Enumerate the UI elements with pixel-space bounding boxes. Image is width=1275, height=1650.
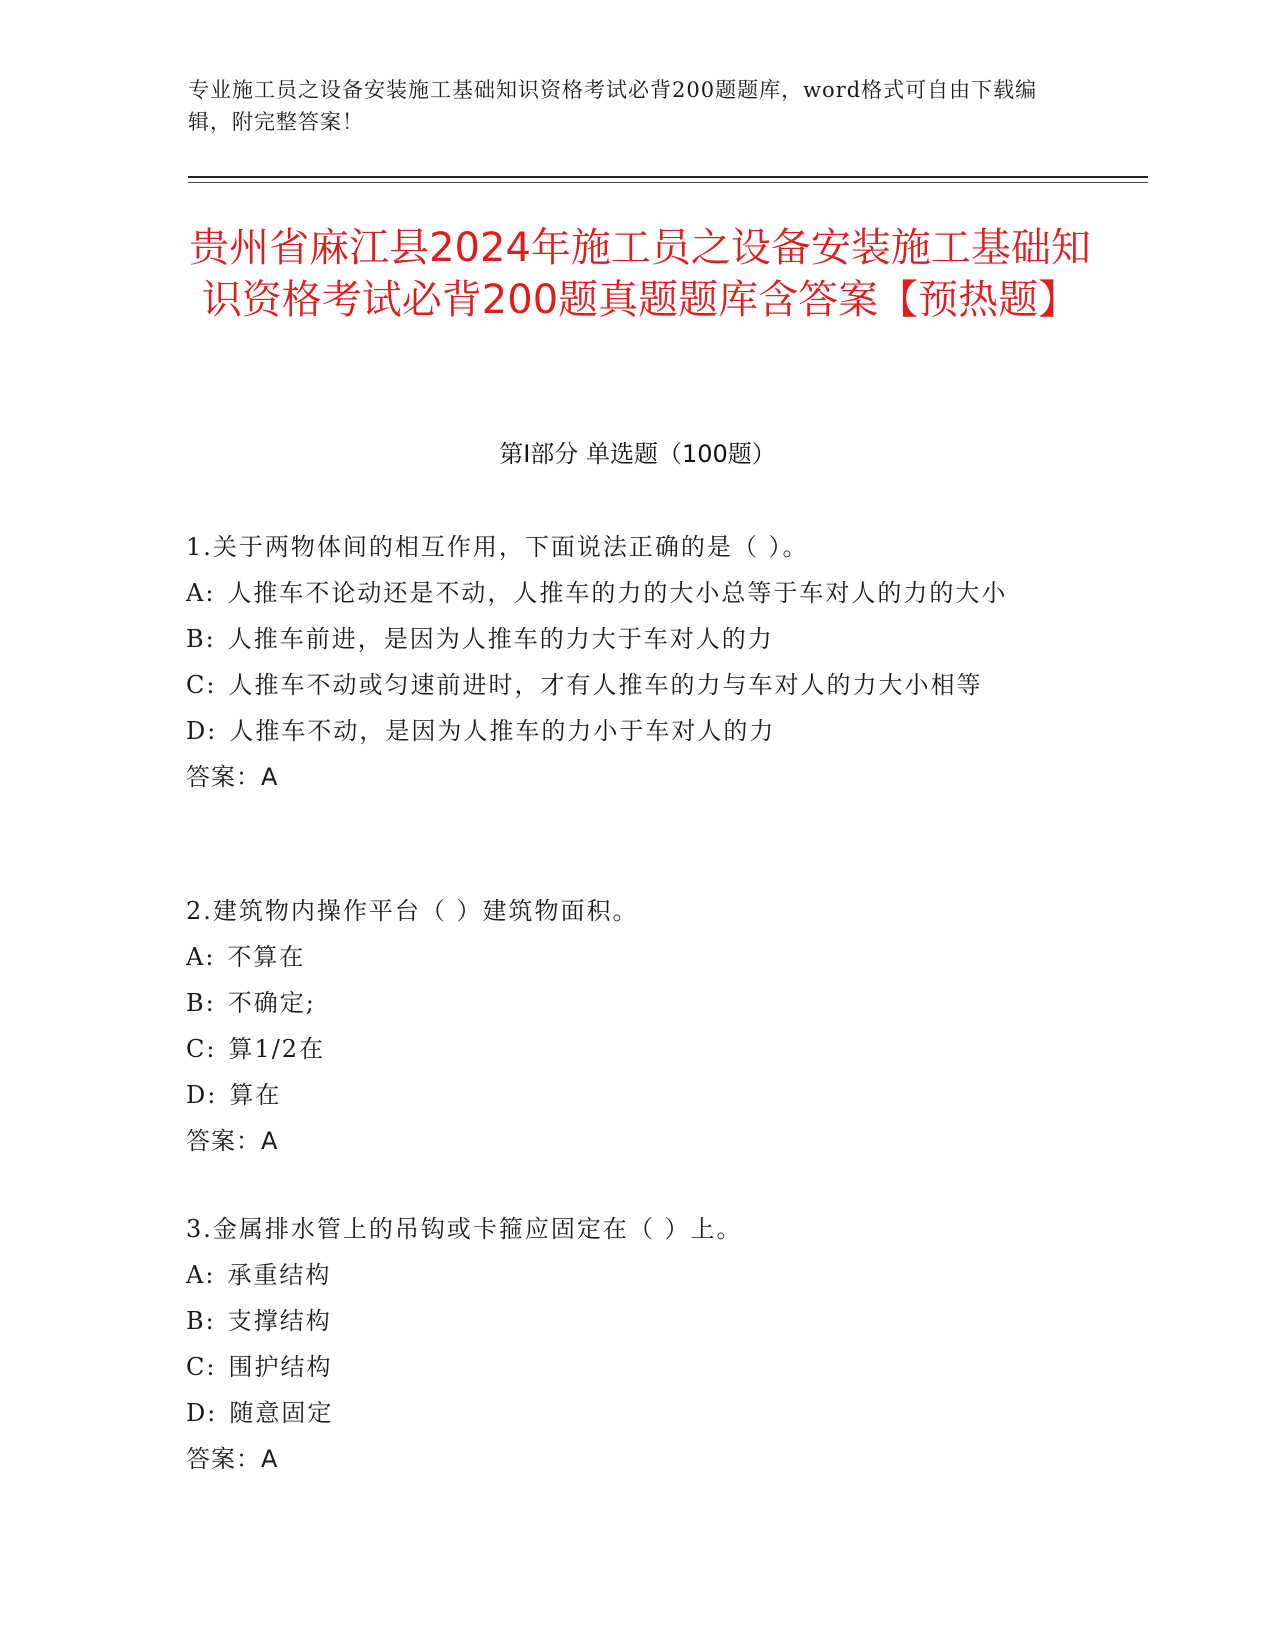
option-a bbox=[186, 934, 1086, 980]
question-stem: 3.金属排水管上的吊钩或卡箍应固定在（ ）上。 bbox=[186, 1215, 743, 1243]
answer: 答案：A bbox=[186, 1127, 279, 1155]
option-text: 不算在 bbox=[227, 943, 306, 971]
option-c bbox=[186, 1344, 1086, 1390]
option-text: 算1/2在 bbox=[228, 1035, 326, 1063]
section-heading: 第Ⅰ部分 单选题（100题） bbox=[499, 440, 776, 468]
option-text: 支撑结构 bbox=[227, 1307, 332, 1335]
header-note: 专业施工员之设备安装施工基础知识资格考试必背200题题库，word格式可自由下载编辑，附完整答案！ bbox=[188, 78, 1038, 134]
header-divider-thick bbox=[188, 176, 1148, 178]
document-title: 贵州省麻江县2024年施工员之设备安装施工基础知识资格考试必背200题真题题库含答案【预热题】 bbox=[189, 225, 1091, 323]
option-key: D: bbox=[186, 717, 218, 745]
option-text: 承重结构 bbox=[227, 1261, 332, 1289]
option-key: C: bbox=[186, 1353, 217, 1381]
option-a bbox=[186, 570, 1086, 616]
option-d bbox=[186, 1390, 1086, 1436]
option-text: 人推车前进，是因为人推车的力大于车对人的力 bbox=[227, 625, 774, 653]
option-key: A: bbox=[186, 943, 216, 971]
question-3 bbox=[186, 1206, 1086, 1482]
option-key: D: bbox=[186, 1081, 218, 1109]
option-text: 人推车不动或匀速前进时，才有人推车的力与车对人的力大小相等 bbox=[228, 671, 983, 699]
option-text: 人推车不动，是因为人推车的力小于车对人的力 bbox=[229, 717, 776, 745]
question-stem: 2.建筑物内操作平台（ ）建筑物面积。 bbox=[186, 897, 639, 925]
option-d bbox=[186, 1072, 1086, 1118]
answer: 答案：A bbox=[186, 1445, 279, 1473]
question-1 bbox=[186, 524, 1086, 800]
answer: 答案：A bbox=[186, 763, 279, 791]
option-key: B: bbox=[186, 989, 216, 1017]
option-key: C: bbox=[186, 1035, 217, 1063]
question-2 bbox=[186, 888, 1086, 1164]
option-a bbox=[186, 1252, 1086, 1298]
option-b bbox=[186, 1298, 1086, 1344]
option-text: 围护结构 bbox=[228, 1353, 333, 1381]
option-key: B: bbox=[186, 625, 216, 653]
option-key: A: bbox=[186, 1261, 216, 1289]
option-key: D: bbox=[186, 1399, 218, 1427]
option-b bbox=[186, 616, 1086, 662]
option-text: 算在 bbox=[229, 1081, 282, 1109]
option-text: 不确定; bbox=[227, 989, 316, 1017]
option-c bbox=[186, 1026, 1086, 1072]
question-stem: 1.关于两物体间的相互作用，下面说法正确的是（ ）。 bbox=[186, 533, 809, 561]
option-d bbox=[186, 708, 1086, 754]
option-text: 人推车不论动还是不动，人推车的力的大小总等于车对人的力的大小 bbox=[227, 579, 1008, 607]
option-text: 随意固定 bbox=[229, 1399, 334, 1427]
option-b bbox=[186, 980, 1086, 1026]
option-key: A: bbox=[186, 579, 216, 607]
header-divider-thin bbox=[188, 182, 1148, 183]
option-key: B: bbox=[186, 1307, 216, 1335]
option-c bbox=[186, 662, 1086, 708]
option-key: C: bbox=[186, 671, 217, 699]
